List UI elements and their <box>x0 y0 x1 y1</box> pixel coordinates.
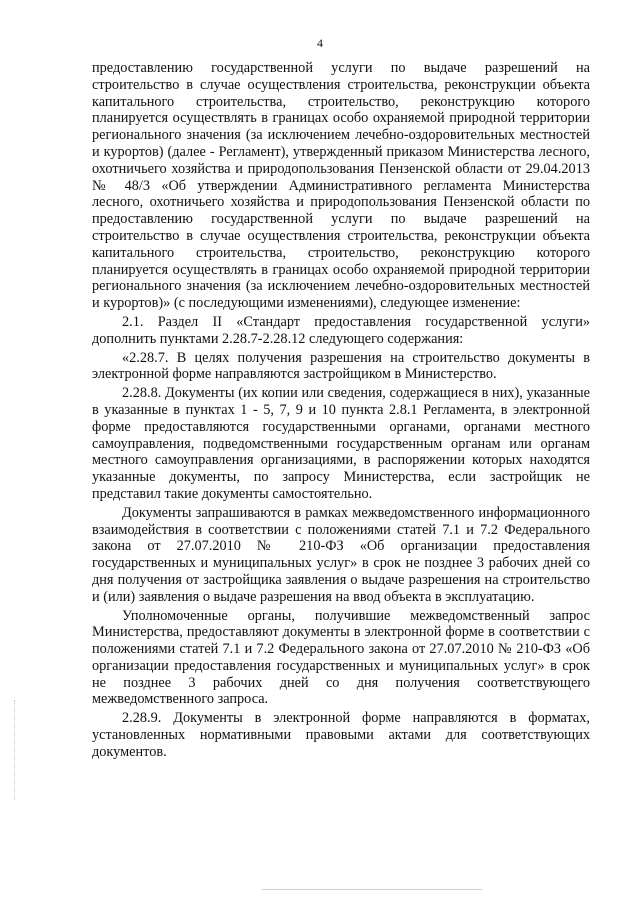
paragraph-authorized-bodies: Уполномоченные органы, получившие межведомственный запрос Министерства, предоставляют документы в электронной форме в соответствии с положениями статей 7.1 и 7.2 Федерального закона от 27.07.2010 № 210-ФЗ «Об организации предоставления государственных и муниципальных услуг» в срок не позднее 3 рабочих дней со дня получения соответствующего межведомственного запроса. <box>92 607 590 708</box>
paragraph-intro-continuation: предоставлению государственной услуги по выдаче разрешений на строительство в случае осуществления строительства, реконструкции объекта капитального строительства, строительство, реконструкцию которого планируется осуществлять в границах особо охраняемой природной территории регионального значения (за исключением лечебно-оздоровительных местностей и курортов) (далее - Регламент), утвержденный приказом Министерства лесного, охотничьего хозяйства и природопользования Пензенской области от 29.04.2013 № 48/3 «Об утверждении Административного регламента Министерства лесного, охотничьего хозяйства и природопользования Пензенской области по предоставлению государственной услуги по выдаче разрешений на строительство в случае осуществления строительства, реконструкции объекта капитального строительства, строительство, реконструкцию которого планируется осуществлять в границах особо охраняемой природной территории регионального значения (за исключением лечебно-оздоровительных местностей и курортов)» (с последующими изменениями), следующее изменение: <box>92 60 590 312</box>
scan-footer-line <box>262 889 482 890</box>
paragraph-2-28-7: «2.28.7. В целях получения разрешения на строительство документы в электронной форме направляются застройщиком в Министерство. <box>92 349 590 383</box>
paragraph-documents-requested: Документы запрашиваются в рамках межведомственного информационного взаимодействия в соответствии с положениями статей 7.1 и 7.2 Федерального закона от 27.07.2010 № 210-ФЗ «Об организации предоставления государственных и муниципальных услуг» в срок не позднее 3 рабочих дней со дня получения от застройщика заявления о выдаче разрешения на строительство и (или) заявления о выдаче разрешения на ввод объекта в эксплуатацию. <box>92 504 590 605</box>
paragraph-2-28-8: 2.28.8. Документы (их копии или сведения, содержащиеся в них), указанные в указанные в пунктах 1 - 5, 7, 9 и 10 пункта 2.8.1 Регламента, в электронной форме предоставляются государственными органами, органами местного самоуправления, подведомственными государственным органам или органам местного самоуправления организациями, в распоряжении которых находятся указанные документы, по запросу Министерства, если застройщик не представил такие документы самостоятельно. <box>92 385 590 502</box>
paragraph-2-28-9: 2.28.9. Документы в электронной форме направляются в форматах, установленных нормативными правовыми актами для соответствующих документов. <box>92 710 590 760</box>
document-body <box>92 60 590 763</box>
paragraph-2-1: 2.1. Раздел II «Стандарт предоставления государственной услуги» дополнить пунктами 2.28.7-2.28.12 следующего содержания: <box>92 313 590 347</box>
scan-margin-marks <box>14 700 17 800</box>
page-number: 4 <box>317 36 323 50</box>
